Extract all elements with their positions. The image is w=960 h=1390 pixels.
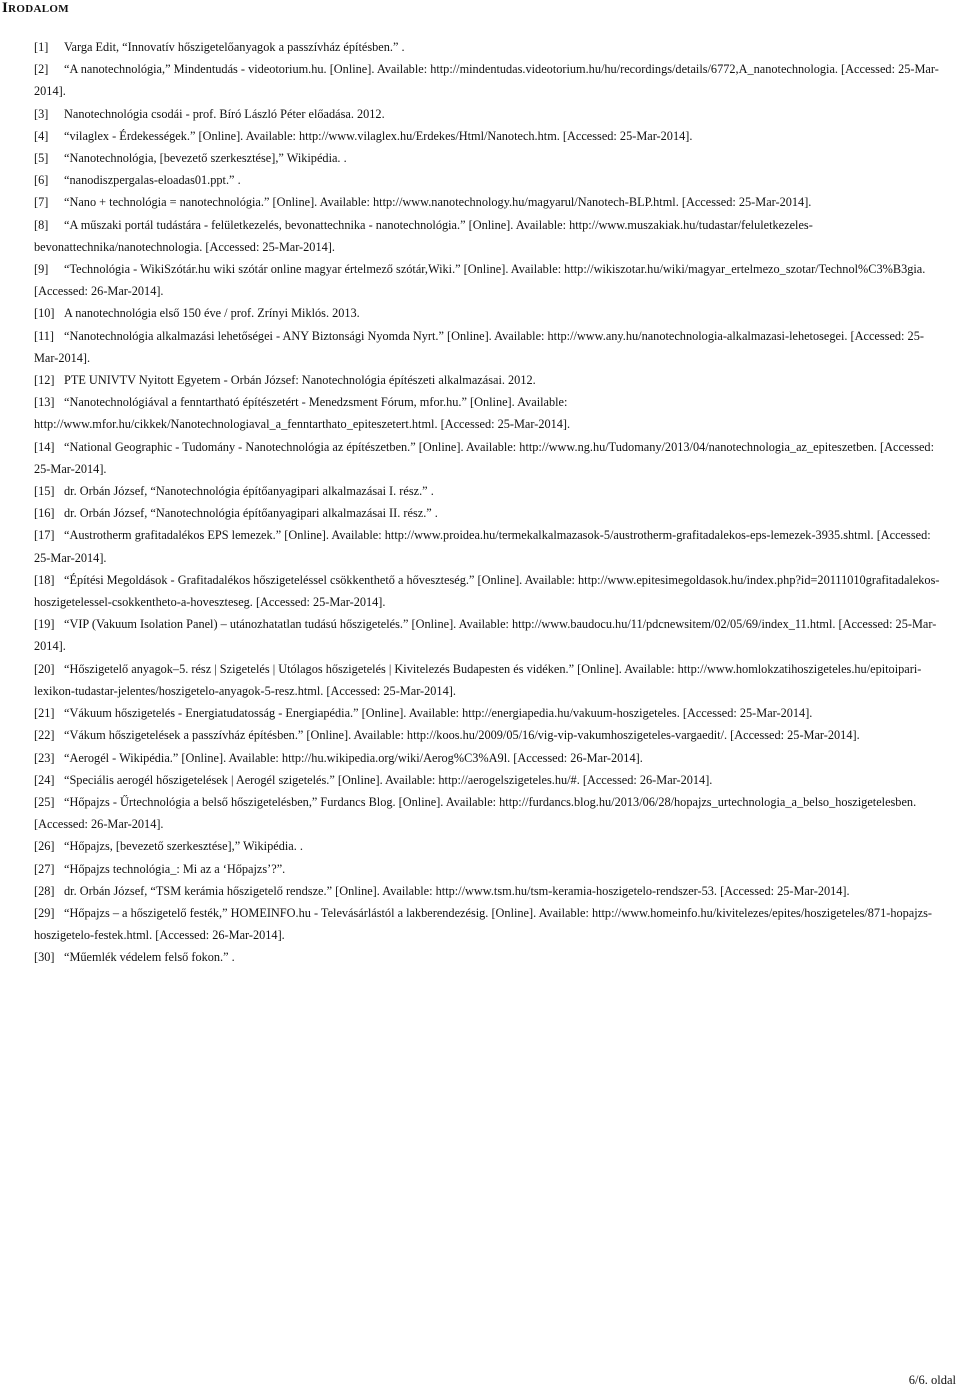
reference-text: “Aerogél - Wikipédia.” [Online]. Available: http://hu.wikipedia.org/wiki/Aerog%C3%A9l. [Accessed: 26-Mar-2014]. <box>64 750 643 765</box>
reference-item <box>34 613 948 657</box>
reference-number: [9] <box>34 262 49 277</box>
reference-number: [12] <box>34 373 55 388</box>
reference-number: [10] <box>34 306 55 321</box>
reference-item <box>34 569 948 613</box>
reference-number: [18] <box>34 572 55 587</box>
reference-number: [15] <box>34 484 55 499</box>
reference-item <box>34 302 948 324</box>
reference-text: “A műszaki portál tudástára - felületkezelés, bevonattechnika - nanotechnológia.” [Online]. Available: http://www.muszakiak.hu/tudastar/feluletkezeles-bevonattechnika/nanotechnologia. [Accessed: 25-Mar-2014]. <box>34 217 813 254</box>
reference-text: “National Geographic - Tudomány - Nanotechnológia az építészetben.” [Online]. Available: http://www.ng.hu/Tudomany/2013/04/nanotechnologia_az_epiteszetben. [Accessed: 25-Mar-2014]. <box>34 439 934 476</box>
reference-item <box>34 724 948 746</box>
reference-item <box>34 858 948 880</box>
reference-text: “Hőszigetelő anyagok–5. rész | Szigetelés | Utólagos hőszigetelés | Kivitelezés Budapesten és vidéken.” [Online]. Available: http://www.homlokzatihoszigeteles.hu/epitoipari-lexikon-tudastar-jelentes/hoszigetelo-anyagok-5-resz.html. [Accessed: 25-Mar-2014]. <box>34 661 922 698</box>
reference-number: [29] <box>34 905 55 920</box>
reference-text: “vilaglex - Érdekességek.” [Online]. Available: http://www.vilaglex.hu/Erdekes/Html/Nanotech.htm. [Accessed: 25-Mar-2014]. <box>64 128 693 143</box>
reference-number: [22] <box>34 728 55 743</box>
reference-item <box>34 391 948 435</box>
reference-item <box>34 36 948 58</box>
reference-text: “Speciális aerogél hőszigetelések | Aerogél szigetelés.” [Online]. Available: http://aerogelszigeteles.hu/#. [Accessed: 26-Mar-2014]. <box>64 772 713 787</box>
reference-text: “Vákuum hőszigetelés - Energiatudatosság - Energiapédia.” [Online]. Available: http://energiapedia.hu/vakuum-hoszigeteles. [Accessed: 25-Mar-2014]. <box>64 706 813 721</box>
reference-text: “Nanotechnológia, [bevezető szerkesztése],” Wikipédia. . <box>64 151 347 166</box>
reference-text: A nanotechnológia első 150 éve / prof. Zrínyi Miklós. 2013. <box>64 306 360 321</box>
reference-number: [21] <box>34 706 55 721</box>
reference-number: [14] <box>34 439 55 454</box>
reference-number: [3] <box>34 106 49 121</box>
reference-item <box>34 147 948 169</box>
reference-item <box>34 835 948 857</box>
reference-text: “Nanotechnológiával a fenntartható építészetért - Menedzsment Fórum, mfor.hu.” [Online]. Available: http://www.mfor.hu/cikkek/Nanotechnologiaval_a_fenntarthato_epiteszetert.html. [Accessed: 25-Mar-2014]. <box>34 395 571 432</box>
reference-item <box>34 791 948 835</box>
reference-number: [25] <box>34 794 55 809</box>
reference-item <box>34 747 948 769</box>
reference-item <box>34 658 948 702</box>
reference-text: “Műemlék védelem felső fokon.” . <box>64 950 235 965</box>
reference-number: [11] <box>34 328 55 343</box>
reference-number: [26] <box>34 839 55 854</box>
reference-item <box>34 169 948 191</box>
reference-text: dr. Orbán József, “Nanotechnológia építőanyagipari alkalmazásai II. rész.” . <box>64 506 438 521</box>
reference-number: [5] <box>34 151 49 166</box>
reference-item <box>34 524 948 568</box>
reference-text: “Technológia - WikiSzótár.hu wiki szótár online magyar értelmező szótár,Wiki.” [Online]. Available: http://wikiszotar.hu/wiki/magyar_ertelmezo_szotar/Technol%C3%B3gia. [Accessed: 26-Mar-2014]. <box>34 262 926 299</box>
reference-number: [13] <box>34 395 55 410</box>
reference-number: [20] <box>34 661 55 676</box>
reference-text: “Nano + technológia = nanotechnológia.” [Online]. Available: http://www.nanotechnology.hu/magyarul/Nanotech-BLP.html. [Accessed: 25-Mar-2014]. <box>64 195 812 210</box>
reference-number: [19] <box>34 617 55 632</box>
reference-item <box>34 258 948 302</box>
reference-number: [23] <box>34 750 55 765</box>
reference-number: [30] <box>34 950 55 965</box>
reference-text: “Austrotherm grafitadalékos EPS lemezek.” [Online]. Available: http://www.proidea.hu/termekalkalmazasok-5/austrotherm-grafitadalekos-eps-lemezek-3935.shtml. [Accessed: 25-Mar-2014]. <box>34 528 931 565</box>
reference-item <box>34 214 948 258</box>
reference-item <box>34 58 948 102</box>
reference-text: “Vákum hőszigetelések a passzívház építésben.” [Online]. Available: http://koos.hu/2009/05/16/vig-vip-vakumhoszigeteles-vargaedit/. [Accessed: 25-Mar-2014]. <box>64 728 860 743</box>
reference-text: “VIP (Vakuum Isolation Panel) – utánozhatatlan tudású hőszigetelés.” [Online]. Available: http://www.baudocu.hu/11/pdcnewsitem/02/05/69/index_11.html. [Accessed: 25-Mar-2014]. <box>34 617 937 654</box>
reference-number: [4] <box>34 128 49 143</box>
reference-number: [16] <box>34 506 55 521</box>
reference-item <box>34 436 948 480</box>
reference-number: [1] <box>34 40 49 54</box>
reference-text: “Nanotechnológia alkalmazási lehetőségei - ANY Biztonsági Nyomda Nyrt.” [Online]. Available: http://www.any.hu/nanotechnologia-alkalmazasi-lehetosegei. [Accessed: 25-Mar-2014]. <box>34 328 924 365</box>
reference-number: [24] <box>34 772 55 787</box>
reference-number: [2] <box>34 62 49 77</box>
reference-number: [27] <box>34 861 55 876</box>
reference-number: [28] <box>34 883 55 898</box>
reference-text: dr. Orbán József, “TSM kerámia hőszigetelő rendsze.” [Online]. Available: http://www.tsm.hu/tsm-keramia-hoszigetelo-rendszer-53. [Accessed: 25-Mar-2014]. <box>64 883 850 898</box>
reference-item <box>34 191 948 213</box>
reference-number: [7] <box>34 195 49 210</box>
page-number: 6/6. oldal <box>908 1373 956 1387</box>
reference-item <box>34 702 948 724</box>
page-heading: Irodalom <box>2 0 69 16</box>
reference-item <box>34 480 948 502</box>
reference-item <box>34 946 948 968</box>
reference-text: Nanotechnológia csodái - prof. Bíró László Péter előadása. 2012. <box>64 106 385 121</box>
reference-number: [17] <box>34 528 55 543</box>
reference-text: Varga Edit, “Innovatív hőszigetelőanyagok a passzívház építésben.” . <box>64 40 405 54</box>
reference-text: “A nanotechnológia,” Mindentudás - videotorium.hu. [Online]. Available: http://mindentudas.videotorium.hu/hu/recordings/details/6772,A_nanotechnologia. [Accessed: 25-Mar-2014]. <box>34 62 939 99</box>
reference-text: “Hőpajzs, [bevezető szerkesztése],” Wikipédia. . <box>64 839 303 854</box>
reference-item <box>34 325 948 369</box>
reference-text: PTE UNIVTV Nyitott Egyetem - Orbán József: Nanotechnológia építészeti alkalmazásai. 2012. <box>64 373 536 388</box>
reference-item <box>34 103 948 125</box>
reference-text: “Hőpajzs - Űrtechnológia a belső hőszigetelésben,” Furdancs Blog. [Online]. Available: http://furdancs.blog.hu/2013/06/28/hopajzs_urtechnologia_a_belso_hoszigetelesben. [Accessed: 26-Mar-2014]. <box>34 794 917 832</box>
reference-text: “nanodiszpergalas-eloadas01.ppt.” . <box>64 173 241 188</box>
reference-item <box>34 880 948 902</box>
reference-number: [8] <box>34 217 49 232</box>
reference-text: “Építési Megoldások - Grafitadalékos hőszigeteléssel csökkenthető a hőveszteség.” [Online]. Available: http://www.epitesimegoldasok.hu/index.php?id=20111010grafitadalekos-hoszigetelessel-csokkentheto-a-hoveszteseg. [Accessed: 25-Mar-2014]. <box>34 572 940 610</box>
reference-text: “Hőpajzs technológia_: Mi az a ‘Hőpajzs’?”. <box>64 861 286 876</box>
reference-item <box>34 125 948 147</box>
reference-item <box>34 369 948 391</box>
reference-text: “Hőpajzs – a hőszigetelő festék,” HOMEINFO.hu - Televásárlástól a lakberendezésig. [Online]. Available: http://www.homeinfo.hu/kivitelezes/epites/hoszigeteles/871-hopajzs-hoszigetelo-festek.html. [Accessed: 26-Mar-2014]. <box>34 905 932 943</box>
reference-item <box>34 769 948 791</box>
reference-text: dr. Orbán József, “Nanotechnológia építőanyagipari alkalmazásai I. rész.” . <box>64 484 434 499</box>
reference-number: [6] <box>34 173 49 188</box>
reference-item <box>34 902 948 946</box>
reference-list <box>34 36 948 969</box>
reference-item <box>34 502 948 524</box>
